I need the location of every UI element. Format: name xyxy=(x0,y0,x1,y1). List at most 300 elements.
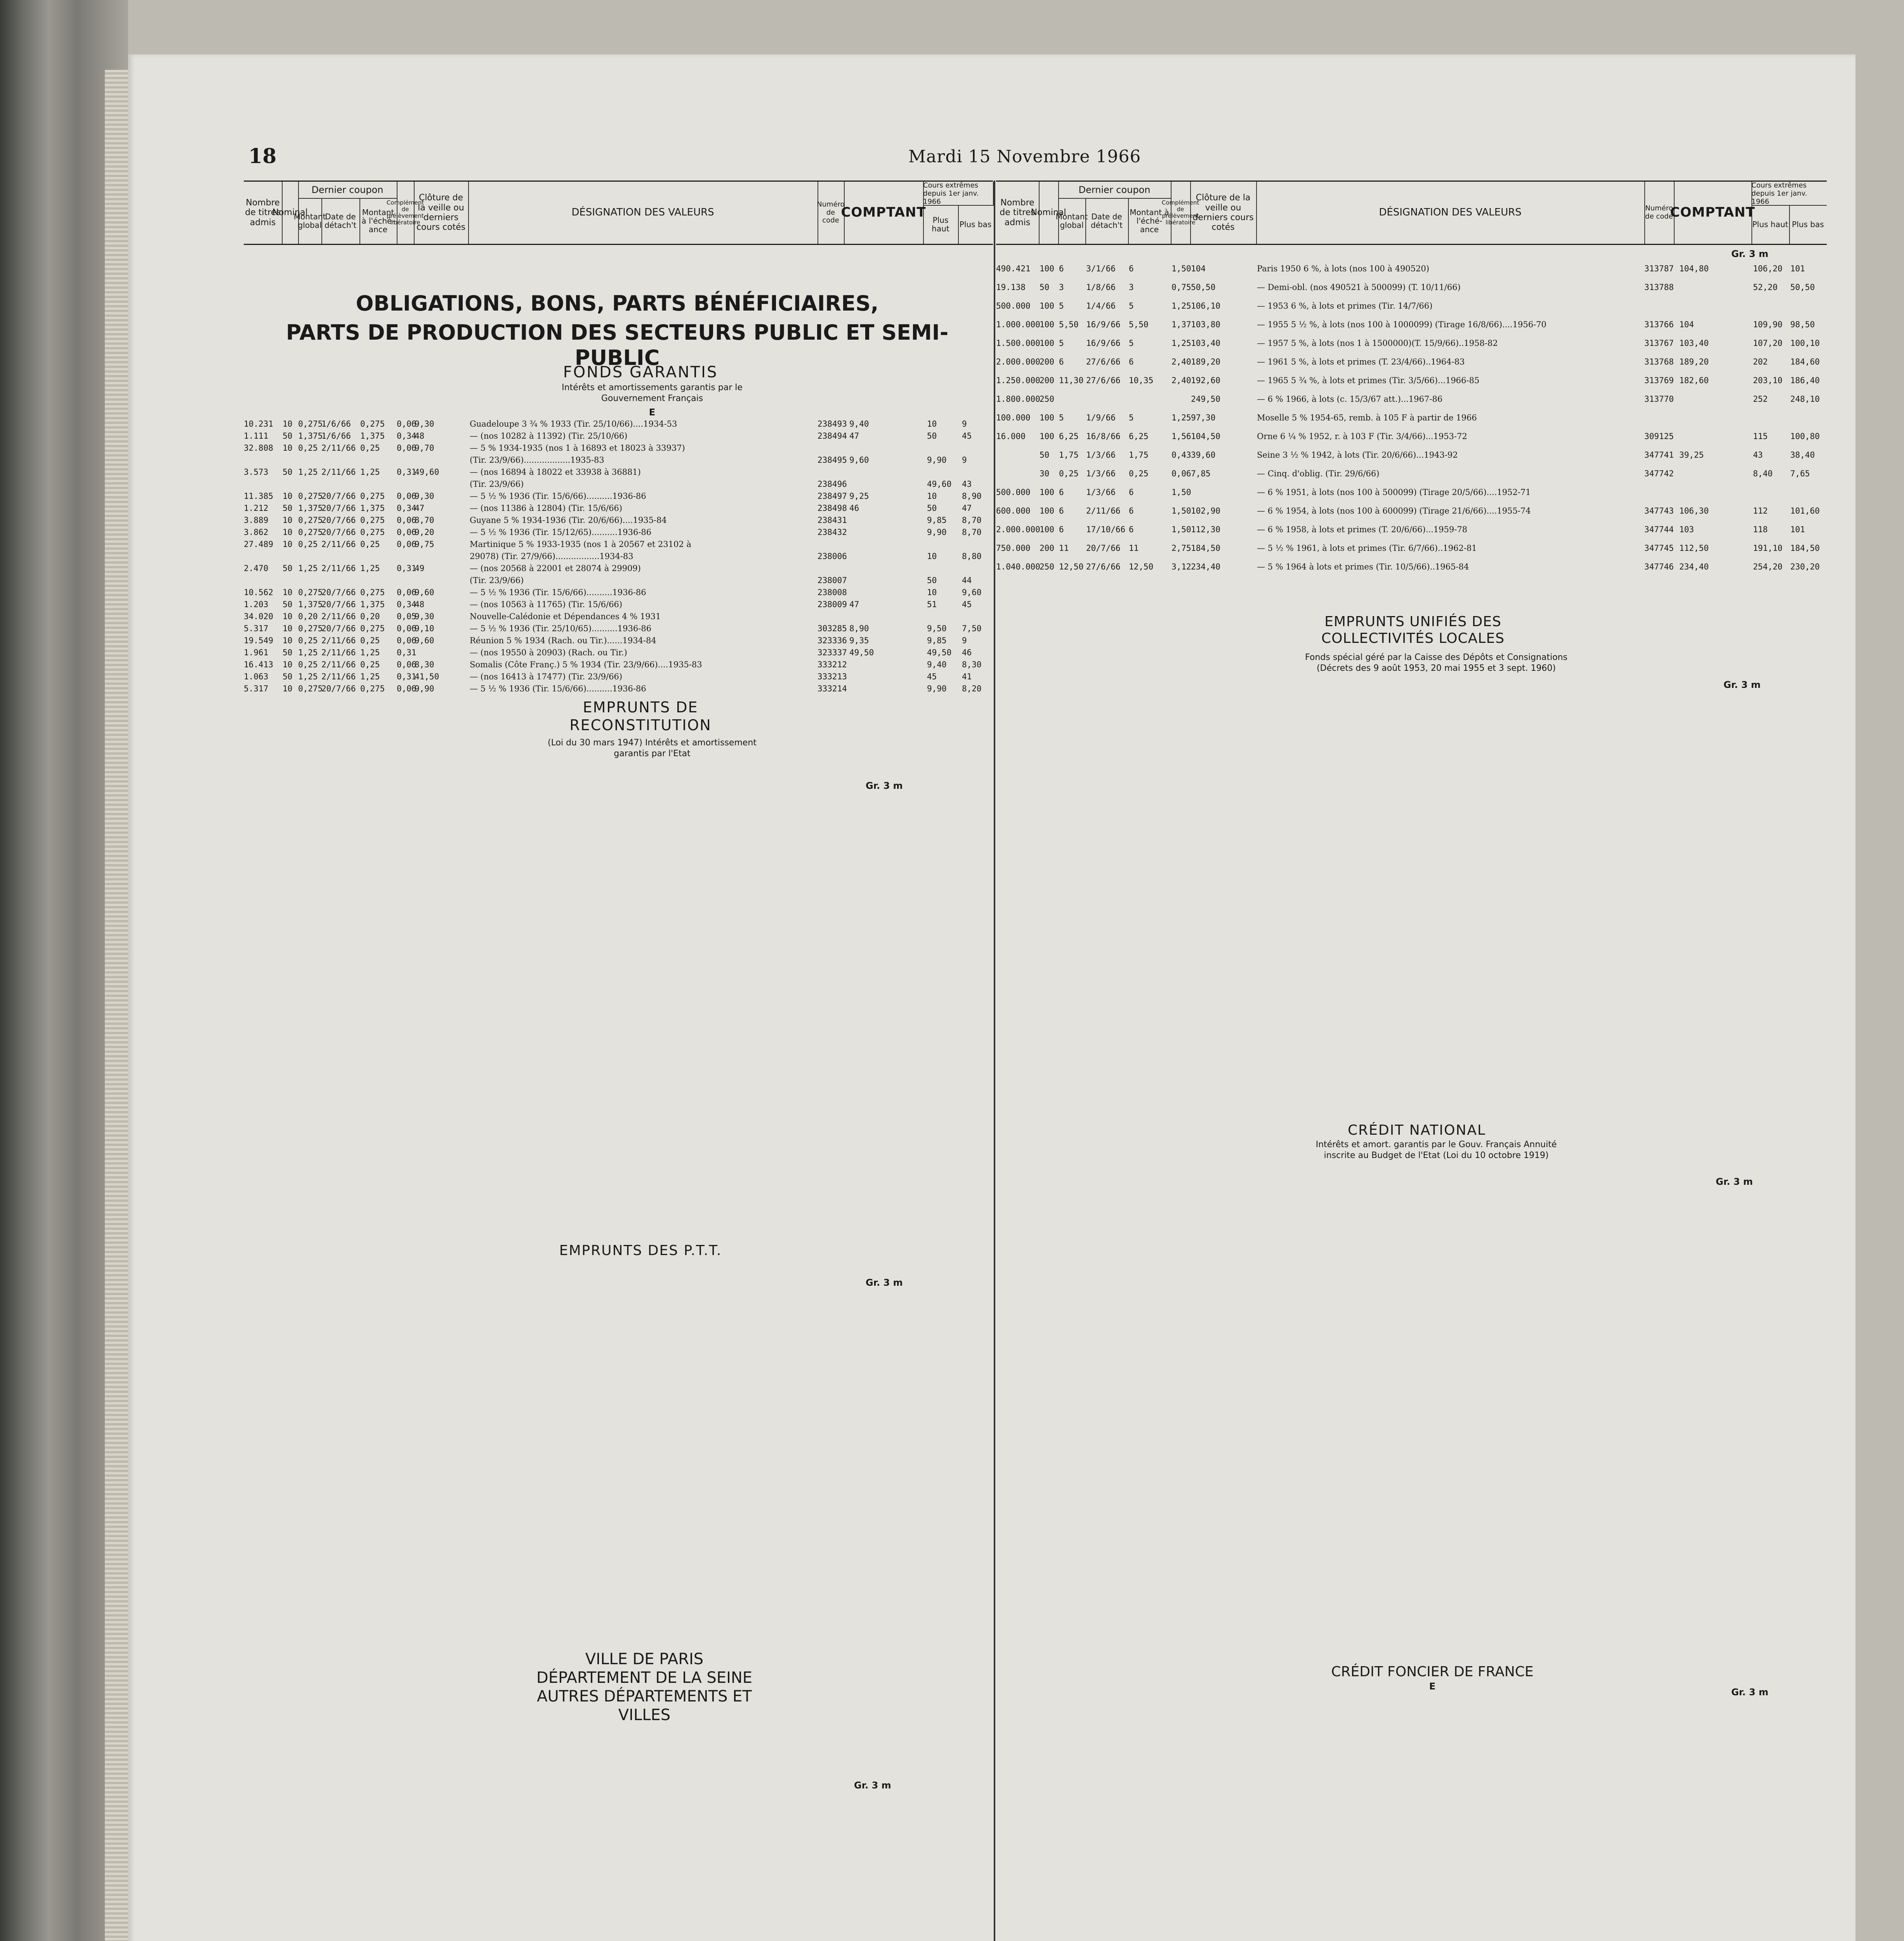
cell-cl: 106,10 xyxy=(1191,301,1220,311)
cell-dd: 16/8/66 xyxy=(1086,432,1121,441)
cell-code: 309125 xyxy=(1644,432,1674,441)
cell-cl: 8,30 xyxy=(415,660,434,669)
cell-b: 45 xyxy=(962,600,972,609)
col-dernier-coupon: Dernier coupon xyxy=(1058,182,1172,199)
cell-b: 100,10 xyxy=(1790,339,1820,348)
cell-cp: 0,34 xyxy=(397,600,417,609)
cell-cp: 1,50 xyxy=(1172,264,1191,273)
cell-des: (Tir. 23/9/66) xyxy=(470,479,524,489)
cell-h: 10 xyxy=(927,491,937,501)
cell-n: 5.317 xyxy=(244,684,269,693)
cell-dd: 1/8/66 xyxy=(1086,283,1116,292)
cell-des: — (nos 11386 à 12804) (Tir. 15/6/66) xyxy=(470,503,622,513)
emprunts-unifies-heading: EMPRUNTS UNIFIÉS DES COLLECTIVITÉS LOCALES xyxy=(1321,614,1505,647)
cell-c: 8,90 xyxy=(849,624,869,633)
cell-n: 16.413 xyxy=(244,660,273,669)
cell-me: 0,275 xyxy=(360,684,385,693)
cell-c: 104 xyxy=(1679,320,1694,329)
cell-nom: 50 xyxy=(1040,283,1050,292)
cell-cp: 0,43 xyxy=(1172,450,1191,460)
cell-h: 109,90 xyxy=(1753,320,1783,329)
cell-nom: 50 xyxy=(283,648,293,657)
cell-me: 0,25 xyxy=(360,636,380,645)
cell-des: — 6 % 1951, à lots (nos 100 à 500099) (Tirage 20/5/66)....1952-71 xyxy=(1257,488,1531,497)
cell-b: 7,50 xyxy=(962,624,982,633)
cell-cp: 1,25 xyxy=(1172,339,1191,348)
cell-dd: 16/9/66 xyxy=(1086,339,1121,348)
paris-lots-table xyxy=(996,264,1827,613)
cell-code: 238432 xyxy=(817,528,847,537)
cell-des: — 5 ½ % 1961, à lots et primes (Tir. 6/7/66)..1962-81 xyxy=(1257,543,1477,553)
cell-nom: 10 xyxy=(283,588,293,597)
col-complement: Complément de prélèvement libératoire xyxy=(397,182,415,244)
cell-des: — 5 ½ % 1936 (Tir. 15/12/65)..........1936-86 xyxy=(470,528,652,537)
cell-b: 184,60 xyxy=(1790,357,1820,366)
cell-code: 238431 xyxy=(817,516,847,525)
cell-n: 500.000 xyxy=(996,488,1031,497)
cell-n: 1.250.000 xyxy=(996,376,1040,385)
cell-des: Seine 3 ½ % 1942, à lots (Tir. 20/6/66)...1943-92 xyxy=(1257,450,1458,460)
cell-n: 1.203 xyxy=(244,600,269,609)
cell-des: — 1965 5 ¾ %, à lots et primes (Tir. 3/5/66)...1966-85 xyxy=(1257,376,1480,385)
cell-h: 9,90 xyxy=(927,684,947,693)
cell-des: — (nos 19550 à 20903) (Rach. ou Tir.) xyxy=(470,648,627,657)
cell-n: 1.040.000 xyxy=(996,562,1040,571)
cell-n: 2.470 xyxy=(244,564,269,573)
cell-n: 11.385 xyxy=(244,491,273,501)
cell-me: 1,25 xyxy=(360,467,380,477)
cell-cp: 2,75 xyxy=(1172,543,1191,553)
cell-cp: 1,25 xyxy=(1172,413,1191,422)
cell-n: 750.000 xyxy=(996,543,1031,553)
col-numero-code: Numéro de code xyxy=(1644,182,1675,244)
cell-mg: 1,375 xyxy=(298,600,323,609)
cell-nom: 50 xyxy=(283,564,293,573)
cell-me: 6 xyxy=(1129,264,1134,273)
cell-n: 2.000.000 xyxy=(996,357,1040,366)
cell-cp: 0,06 xyxy=(397,684,417,693)
cell-me: 0,25 xyxy=(1129,469,1149,478)
cell-nom: 10 xyxy=(283,684,293,693)
cell-dd: 1/3/66 xyxy=(1086,450,1116,460)
cell-n: 500.000 xyxy=(996,301,1031,311)
col-montant-global: Montant global xyxy=(1058,198,1086,244)
cell-nom: 100 xyxy=(1040,525,1054,534)
cell-cp: 0,06 xyxy=(397,660,417,669)
cell-me: 6 xyxy=(1129,525,1134,534)
cell-des: (Tir. 23/9/66)..................1935-83 xyxy=(470,455,604,465)
cell-n: 10.562 xyxy=(244,588,273,597)
cell-cp: 0,34 xyxy=(397,503,417,513)
cell-cl: 103,40 xyxy=(1191,339,1220,348)
cell-b: 100,80 xyxy=(1790,432,1820,441)
cell-cl: 184,50 xyxy=(1191,543,1220,553)
cell-code: 323336 xyxy=(817,636,847,645)
cell-cp: 0,05 xyxy=(397,612,417,621)
cell-cl: 39,60 xyxy=(1191,450,1216,460)
cell-nom: 200 xyxy=(1040,376,1054,385)
cell-code: 347744 xyxy=(1644,525,1674,534)
cell-b: 47 xyxy=(962,503,972,513)
cell-b: 45 xyxy=(962,431,972,441)
cell-code: 303285 xyxy=(817,624,847,633)
cell-code: 238494 xyxy=(817,431,847,441)
credit-foncier-heading: CRÉDIT FONCIER DE FRANCE xyxy=(1331,1664,1534,1680)
cell-cp: 0,75 xyxy=(1172,283,1191,292)
cell-des: Moselle 5 % 1954-65, remb. à 105 F à partir de 1966 xyxy=(1257,413,1477,422)
col-date-detach: Date de détach't xyxy=(321,198,360,244)
cell-des: — 6 % 1954, à lots (nos 100 à 600099) (Tirage 21/6/66)....1955-74 xyxy=(1257,506,1531,516)
cell-dd: 27/6/66 xyxy=(1086,357,1121,366)
cell-n: 5.317 xyxy=(244,624,269,633)
cell-nom: 10 xyxy=(283,624,293,633)
cell-c: 112,50 xyxy=(1679,543,1709,553)
cell-mg: 0,275 xyxy=(298,419,323,429)
fonds-garantis-heading: FONDS GARANTIS xyxy=(563,363,718,381)
cell-nom: 50 xyxy=(283,503,293,513)
cell-cl: 103,80 xyxy=(1191,320,1220,329)
cell-h: 50 xyxy=(927,576,937,585)
cell-h: 203,10 xyxy=(1753,376,1783,385)
cell-dd: 20/7/66 xyxy=(321,588,356,597)
cell-dd: 2/11/66 xyxy=(321,660,356,669)
cell-dd: 20/7/66 xyxy=(321,516,356,525)
cell-cl: 97,30 xyxy=(1191,413,1216,422)
cell-des: Orne 6 ¼ % 1952, r. à 103 F (Tir. 3/4/66)...1953-72 xyxy=(1257,432,1467,441)
cell-dd: 1/6/66 xyxy=(321,431,351,441)
cell-h: 49,60 xyxy=(927,479,952,489)
cell-h: 9,50 xyxy=(927,624,947,633)
cell-dd: 1/6/66 xyxy=(321,419,351,429)
cell-des: — (nos 20568 à 22001 et 28074 à 29909) xyxy=(470,564,641,573)
cell-mg: 6 xyxy=(1059,264,1064,273)
cell-mg: 0,275 xyxy=(298,588,323,597)
cell-mg: 1,375 xyxy=(298,503,323,513)
cell-me: 6,25 xyxy=(1129,432,1149,441)
cell-cp: 1,37 xyxy=(1172,320,1191,329)
cell-me: 5 xyxy=(1129,413,1134,422)
cell-nom: 10 xyxy=(283,612,293,621)
cell-des: — 6 % 1958, à lots et primes (T. 20/6/66)...1959-78 xyxy=(1257,525,1468,534)
cell-c: 39,25 xyxy=(1679,450,1704,460)
cell-n: 1.063 xyxy=(244,672,269,681)
col-complement: Complément de prélèvement libératoire xyxy=(1171,182,1191,244)
cell-mg: 1,25 xyxy=(298,564,318,573)
cell-code: 347742 xyxy=(1644,469,1674,478)
cell-dd: 2/11/66 xyxy=(321,564,356,573)
cell-mg: 0,25 xyxy=(298,443,318,453)
cell-nom: 200 xyxy=(1040,543,1054,553)
cell-des: 29078) (Tir. 27/9/66).................1934-83 xyxy=(470,552,634,561)
cell-nom: 10 xyxy=(283,491,293,501)
cell-h: 107,20 xyxy=(1753,339,1783,348)
cell-des: Martinique 5 % 1933-1935 (nos 1 à 20567 et 23102 à xyxy=(470,540,691,549)
cell-cp: 2,40 xyxy=(1172,376,1191,385)
cell-b: 50,50 xyxy=(1790,283,1815,292)
cell-b: 8,90 xyxy=(962,491,982,501)
cell-cp: 2,40 xyxy=(1172,357,1191,366)
cell-des: Somalis (Côte Franç.) 5 % 1934 (Tir. 23/9/66)....1935-83 xyxy=(470,660,702,669)
cell-cp: 0,06 xyxy=(397,516,417,525)
cell-des: — (nos 10282 à 11392) (Tir. 25/10/66) xyxy=(470,431,628,441)
cell-cl: 104 xyxy=(1191,264,1206,273)
cell-me: 0,275 xyxy=(360,516,385,525)
cell-cl: 9,30 xyxy=(415,419,434,429)
cell-b: 186,40 xyxy=(1790,376,1820,385)
cell-n: 1.800.000 xyxy=(996,394,1040,404)
cell-des: — 1955 5 ½ %, à lots (nos 100 à 1000099) (Tirage 16/8/66)....1956-70 xyxy=(1257,320,1546,329)
cell-cl: 48 xyxy=(415,431,425,441)
cell-code: 238007 xyxy=(817,576,847,585)
cell-cl: 102,90 xyxy=(1191,506,1220,516)
cell-dd: 16/9/66 xyxy=(1086,320,1121,329)
cell-dd: 3/1/66 xyxy=(1086,264,1116,273)
section-marker: E xyxy=(1429,1681,1436,1692)
cell-n: 2.000.000 xyxy=(996,525,1040,534)
running-head xyxy=(248,144,1723,172)
cell-nom: 250 xyxy=(1040,562,1054,571)
cell-des: Réunion 5 % 1934 (Rach. ou Tir.)......1934-84 xyxy=(470,636,656,645)
col-montant-echeance: Montant à l'éché-ance xyxy=(359,198,397,244)
cell-me: 0,275 xyxy=(360,419,385,429)
cell-dd: 20/7/66 xyxy=(321,503,356,513)
cell-h: 50 xyxy=(927,503,937,513)
cell-nom: 10 xyxy=(283,660,293,669)
cell-des: — 1953 6 %, à lots et primes (Tir. 14/7/66) xyxy=(1257,301,1433,311)
cell-b: 7,65 xyxy=(1790,469,1810,478)
cell-cp: 0,06 xyxy=(397,419,417,429)
cell-mg: 5 xyxy=(1059,413,1064,422)
cell-h: 49,50 xyxy=(927,648,952,657)
ville-paris-heading: VILLE DE PARIS DÉPARTEMENT DE LA SEINE AUTRES DÉPARTEMENTS ET VILLES xyxy=(536,1650,753,1724)
page-number: 18 xyxy=(248,144,277,168)
cell-dd: 2/11/66 xyxy=(1086,506,1121,516)
col-nombre-titres: Nombre de titres admis xyxy=(996,182,1040,244)
cell-n: 1.212 xyxy=(244,503,269,513)
cell-me: 1,75 xyxy=(1129,450,1149,460)
section-marker: E xyxy=(649,407,656,418)
fonds-garantis-table xyxy=(244,419,993,730)
cell-nom: 50 xyxy=(283,431,293,441)
cell-code: 238498 xyxy=(817,503,847,513)
cell-dd: 2/11/66 xyxy=(321,443,356,453)
cell-me: 0,275 xyxy=(360,528,385,537)
cell-h: 115 xyxy=(1753,432,1768,441)
cell-h: 252 xyxy=(1753,394,1768,404)
cell-code: 313766 xyxy=(1644,320,1674,329)
cell-mg: 0,20 xyxy=(298,612,318,621)
cell-nom: 100 xyxy=(1040,506,1054,516)
cell-mg: 6 xyxy=(1059,488,1064,497)
cell-dd: 2/11/66 xyxy=(321,672,356,681)
cell-me: 1,25 xyxy=(360,648,380,657)
cell-code: 238008 xyxy=(817,588,847,597)
cell-nom: 100 xyxy=(1040,320,1054,329)
cell-n: 1.000.000 xyxy=(996,320,1040,329)
cell-dd: 1/4/66 xyxy=(1086,301,1116,311)
group-label: Gr. 3 m xyxy=(854,1780,891,1791)
cell-code: 347745 xyxy=(1644,543,1674,553)
cell-des: Guadeloupe 3 ¾ % 1933 (Tir. 25/10/66)....1934-53 xyxy=(470,419,677,429)
cell-code: 238006 xyxy=(817,552,847,561)
emprunts-ptt-heading: EMPRUNTS DES P.T.T. xyxy=(559,1243,722,1259)
col-dernier-coupon: Dernier coupon xyxy=(298,182,397,199)
cell-cl: 41,50 xyxy=(415,672,439,681)
cell-b: 8,20 xyxy=(962,684,982,693)
cell-cl: 9,30 xyxy=(415,612,434,621)
cell-dd: 20/7/66 xyxy=(1086,543,1121,553)
cell-mg: 0,25 xyxy=(298,636,318,645)
cell-code: 323337 xyxy=(817,648,847,657)
col-numero-code: Numéro de code xyxy=(817,182,845,244)
cell-cl: 112,30 xyxy=(1191,525,1220,534)
cell-cp: 1,50 xyxy=(1172,525,1191,534)
group-label: Gr. 3 m xyxy=(1731,248,1769,259)
cell-cl: 47 xyxy=(415,503,425,513)
cell-me: 12,50 xyxy=(1129,562,1154,571)
cell-me: 6 xyxy=(1129,357,1134,366)
cell-h: 112 xyxy=(1753,506,1768,516)
cell-cl: 8,70 xyxy=(415,516,434,525)
group-label: Gr. 3 m xyxy=(1731,1687,1769,1698)
cell-des: — 5 ½ % 1936 (Tir. 15/6/66)..........1936-86 xyxy=(470,491,646,501)
col-nombre-titres: Nombre de titres admis xyxy=(244,182,283,244)
cell-nom: 100 xyxy=(1040,488,1054,497)
cell-mg: 0,275 xyxy=(298,684,323,693)
group-label: Gr. 3 m xyxy=(1716,1176,1753,1187)
cell-cl: 9,30 xyxy=(415,491,434,501)
cell-n: 10.231 xyxy=(244,419,273,429)
cell-c: 104,80 xyxy=(1679,264,1709,273)
cell-mg: 1,25 xyxy=(298,467,318,477)
col-cours-extremes: Cours extrêmes depuis 1er janv. 1966 xyxy=(923,182,994,206)
cell-c: 49,50 xyxy=(849,648,874,657)
credit-national-heading: CRÉDIT NATIONAL xyxy=(1348,1122,1486,1138)
cell-cl: 9,20 xyxy=(415,528,434,537)
col-date-detach: Date de détach't xyxy=(1085,198,1129,244)
cell-mg: 6 xyxy=(1059,525,1064,534)
cell-mg: 6 xyxy=(1059,357,1064,366)
cell-n: 100.000 xyxy=(996,413,1031,422)
cell-nom: 50 xyxy=(283,600,293,609)
cell-n: 34.020 xyxy=(244,612,273,621)
col-cloture: Clôture de la veille ou derniers cours cotés xyxy=(1190,182,1257,244)
cell-cl: 48 xyxy=(415,600,425,609)
cell-h: 118 xyxy=(1753,525,1768,534)
cell-h: 9,85 xyxy=(927,516,947,525)
cell-nom: 10 xyxy=(283,540,293,549)
cell-nom: 50 xyxy=(283,672,293,681)
cell-dd: 20/7/66 xyxy=(321,684,356,693)
cell-mg: 1,25 xyxy=(298,648,318,657)
cell-nom: 10 xyxy=(283,516,293,525)
cell-mg: 6,25 xyxy=(1059,432,1079,441)
cell-c: 103,40 xyxy=(1679,339,1709,348)
credit-national-subheading: Intérêts et amort. garantis par le Gouv. Français Annuité inscrite au Budget de l'Etat (Loi du 10 octobre 1919) xyxy=(1316,1140,1557,1160)
cell-nom: 100 xyxy=(1040,432,1054,441)
cell-b: 8,80 xyxy=(962,552,982,561)
cell-c: 9,40 xyxy=(849,419,869,429)
cell-c: 9,25 xyxy=(849,491,869,501)
cell-mg: 11 xyxy=(1059,543,1069,553)
cell-dd: 27/6/66 xyxy=(1086,376,1121,385)
cell-c: 9,60 xyxy=(849,455,869,465)
cell-mg: 0,25 xyxy=(298,660,318,669)
col-plus-bas: Plus bas xyxy=(1792,220,1824,229)
cell-cl: 249,50 xyxy=(1191,394,1220,404)
cell-h: 10 xyxy=(927,552,937,561)
cell-me: 0,25 xyxy=(360,540,380,549)
cell-b: 9 xyxy=(962,455,967,465)
cell-mg: 0,275 xyxy=(298,491,323,501)
cell-nom: 10 xyxy=(283,443,293,453)
cell-des: Guyane 5 % 1934-1936 (Tir. 20/6/66)....1935-84 xyxy=(470,516,667,525)
cell-cl: 9,60 xyxy=(415,588,434,597)
cell-des: — Cinq. d'oblig. (Tir. 29/6/66) xyxy=(1257,469,1380,478)
cell-code: 347743 xyxy=(1644,506,1674,516)
cell-des: — 5 ½ % 1936 (Tir. 25/10/65)..........1936-86 xyxy=(470,624,652,633)
cell-me: 1,375 xyxy=(360,503,385,513)
cell-cp: 0,34 xyxy=(397,431,417,441)
cell-h: 191,10 xyxy=(1753,543,1783,553)
cell-des: Nouvelle-Calédonie et Dépendances 4 % 1931 xyxy=(470,612,661,621)
cell-me: 0,20 xyxy=(360,612,380,621)
cell-nom: 100 xyxy=(1040,264,1054,273)
cell-cp: 0,31 xyxy=(397,467,417,477)
cell-cp: 0,06 xyxy=(397,491,417,501)
cell-code: 238009 xyxy=(817,600,847,609)
cell-dd: 2/11/66 xyxy=(321,636,356,645)
cell-me: 6 xyxy=(1129,488,1134,497)
cell-cl: 7,85 xyxy=(1191,469,1211,478)
main-title-line2: PARTS DE PRODUCTION DES SECTEURS PUBLIC ET SEMI-PUBLIC xyxy=(286,320,949,370)
cell-c: 106,30 xyxy=(1679,506,1709,516)
cell-h: 50 xyxy=(927,431,937,441)
cell-nom: 10 xyxy=(283,528,293,537)
cell-des: — (nos 16894 à 18022 et 33938 à 36881) xyxy=(470,467,641,477)
cell-h: 9,90 xyxy=(927,528,947,537)
cell-dd: 27/6/66 xyxy=(1086,562,1121,571)
emprunts-reconstitution-heading: EMPRUNTS DE RECONSTITUTION xyxy=(569,699,712,734)
cell-n: 600.000 xyxy=(996,506,1031,516)
left-column-header xyxy=(244,181,993,245)
col-plus-haut: Plus haut xyxy=(1751,205,1790,244)
col-comptant: COMPTANT xyxy=(844,182,924,244)
cell-mg: 0,25 xyxy=(1059,469,1079,478)
cell-cl: 189,20 xyxy=(1191,357,1220,366)
cell-mg: 1,25 xyxy=(298,672,318,681)
cell-code: 313769 xyxy=(1644,376,1674,385)
cell-b: 8,70 xyxy=(962,528,982,537)
cell-cl: 50,50 xyxy=(1191,283,1216,292)
cell-des: — 5 % 1934-1935 (nos 1 à 16893 et 18023 à 33937) xyxy=(470,443,685,453)
cell-me: 5 xyxy=(1129,339,1134,348)
cell-cp: 0,06 xyxy=(397,443,417,453)
group-label: Gr. 3 m xyxy=(1723,679,1761,690)
cell-dd: 20/7/66 xyxy=(321,624,356,633)
col-cours-extremes: Cours extrêmes depuis 1er janv. 1966 xyxy=(1751,182,1827,206)
cell-n: 3.573 xyxy=(244,467,269,477)
cell-mg: 5,50 xyxy=(1059,320,1079,329)
col-designation: DÉSIGNATION DES VALEURS xyxy=(1256,182,1645,244)
cell-dd: 1/3/66 xyxy=(1086,488,1116,497)
cell-dd: 2/11/66 xyxy=(321,467,356,477)
cell-mg: 5 xyxy=(1059,301,1064,311)
cell-n: 19.549 xyxy=(244,636,273,645)
cell-b: 101,60 xyxy=(1790,506,1820,516)
cell-b: 8,30 xyxy=(962,660,982,669)
cell-b: 9,60 xyxy=(962,588,982,597)
